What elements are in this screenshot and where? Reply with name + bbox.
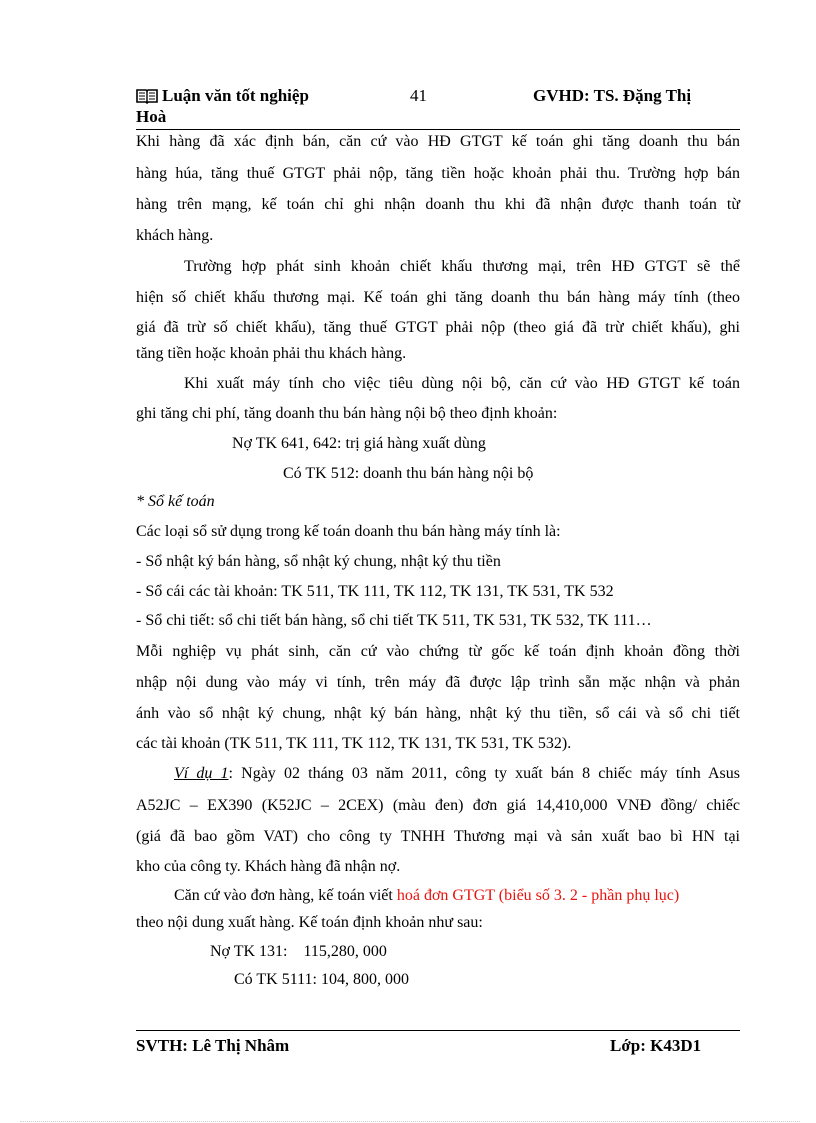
footer-class: Lớp: K43D1 — [610, 1036, 702, 1055]
paragraph-line: A52JC – EX390 (K52JC – 2CEX) (màu đen) đơn giá 14,410,000 VNĐ đồng/ chiếc — [136, 797, 740, 814]
journal-entry-credit: Có TK 5111: 104, 800, 000 — [234, 971, 409, 988]
paragraph-line: theo nội dung xuất hàng. Kế toán định khoản như sau: — [136, 914, 483, 931]
paragraph-line: Khi hàng đã xác định bán, căn cứ vào HĐ GTGT kế toán ghi tăng doanh thu bán — [136, 133, 740, 150]
paragraph-line: kho của công ty. Khách hàng đã nhận nợ. — [136, 858, 401, 875]
list-item: - Sổ cái các tài khoản: TK 511, TK 111, TK 112, TK 131, TK 531, TK 532 — [136, 583, 614, 600]
paragraph-line: hiện số chiết khấu thương mại. Kế toán ghi tăng doanh thu bán hàng máy tính (theo — [136, 289, 740, 306]
list-item: - Sổ nhật ký bán hàng, sổ nhật ký chung, nhật ký thu tiền — [136, 553, 501, 570]
list-item: - Sổ chi tiết: sổ chi tiết bán hàng, sổ chi tiết TK 511, TK 531, TK 532, TK 111… — [136, 612, 652, 629]
paragraph-line: tăng tiền hoặc khoản phải thu khách hàng. — [136, 345, 407, 362]
paragraph-line: hàng trên mạng, kế toán chỉ ghi nhận doanh thu khi đã nhận được thanh toán từ — [136, 196, 740, 213]
paragraph-line: hàng húa, tăng thuế GTGT phải nộp, tăng tiền hoặc khoản phải thu. Trường hợp bán — [136, 165, 740, 182]
header-advisor: GVHD: TS. Đặng Thị — [533, 86, 692, 105]
open-book-icon — [136, 88, 158, 109]
paragraph-line — [174, 886, 740, 906]
journal-entry-credit: Có TK 512: doanh thu bán hàng nội bộ — [283, 465, 534, 482]
invoice-reference: hoá đơn GTGT (biểu số 3. 2 - phần phụ lục) — [396, 887, 680, 904]
paragraph-line: nhập nội dung vào máy vi tính, trên máy đã được lập trình sẵn mặc nhận và phản — [136, 674, 740, 691]
example-line — [174, 764, 740, 784]
page-number: 41 — [410, 86, 427, 105]
paragraph-line: các tài khoản (TK 511, TK 111, TK 112, TK 131, TK 531, TK 532). — [136, 735, 572, 752]
paragraph-line: ánh vào sổ nhật ký chung, nhật ký bán hàng, nhật ký thu tiền, sổ cái và sổ chi tiết — [136, 705, 740, 722]
paragraph-line: Khi xuất máy tính cho việc tiêu dùng nội bộ, căn cứ vào HĐ GTGT kế toán — [184, 375, 740, 392]
paragraph-line: Trường hợp phát sinh khoản chiết khấu thương mại, trên HĐ GTGT sẽ thể — [184, 258, 740, 275]
section-heading: * Sổ kế toán — [136, 493, 215, 510]
paragraph-line: khách hàng. — [136, 227, 214, 244]
paragraph-text: Căn cứ vào đơn hàng, kế toán viết — [174, 887, 397, 904]
header-title — [136, 86, 309, 109]
header-rule — [136, 129, 740, 130]
journal-entry-debit: Nợ TK 131: 115,280, 000 — [210, 943, 387, 960]
footer-student: SVTH: Lê Thị Nhâm — [136, 1036, 290, 1055]
paragraph-line: (giá đã bao gồm VAT) cho công ty TNHH Thương mại và sản xuất bao bì HN tại — [136, 828, 740, 845]
page-edge-divider — [20, 1121, 800, 1122]
header-title-text: Luận văn tốt nghiệp — [162, 86, 309, 105]
example-text: : Ngày 02 tháng 03 năm 2011, công ty xuất bán 8 chiếc máy tính Asus — [228, 765, 741, 782]
journal-entry-debit: Nợ TK 641, 642: trị giá hàng xuất dùng — [232, 435, 486, 452]
paragraph-line: Các loại sổ sử dụng trong kế toán doanh thu bán hàng máy tính là: — [136, 523, 561, 540]
footer-rule — [136, 1030, 740, 1031]
header-advisor-continued: Hoà — [136, 107, 167, 126]
paragraph-line: ghi tăng chi phí, tăng doanh thu bán hàng nội bộ theo định khoản: — [136, 405, 558, 422]
example-label: Ví dụ 1 — [174, 765, 229, 782]
paragraph-line: Mỗi nghiệp vụ phát sinh, căn cứ vào chứng từ gốc kế toán định khoản đồng thời — [136, 643, 740, 660]
paragraph-line: giá đã trừ số chiết khấu), tăng thuế GTGT phải nộp (theo giá đã trừ chiết khấu), ghi — [136, 319, 740, 336]
